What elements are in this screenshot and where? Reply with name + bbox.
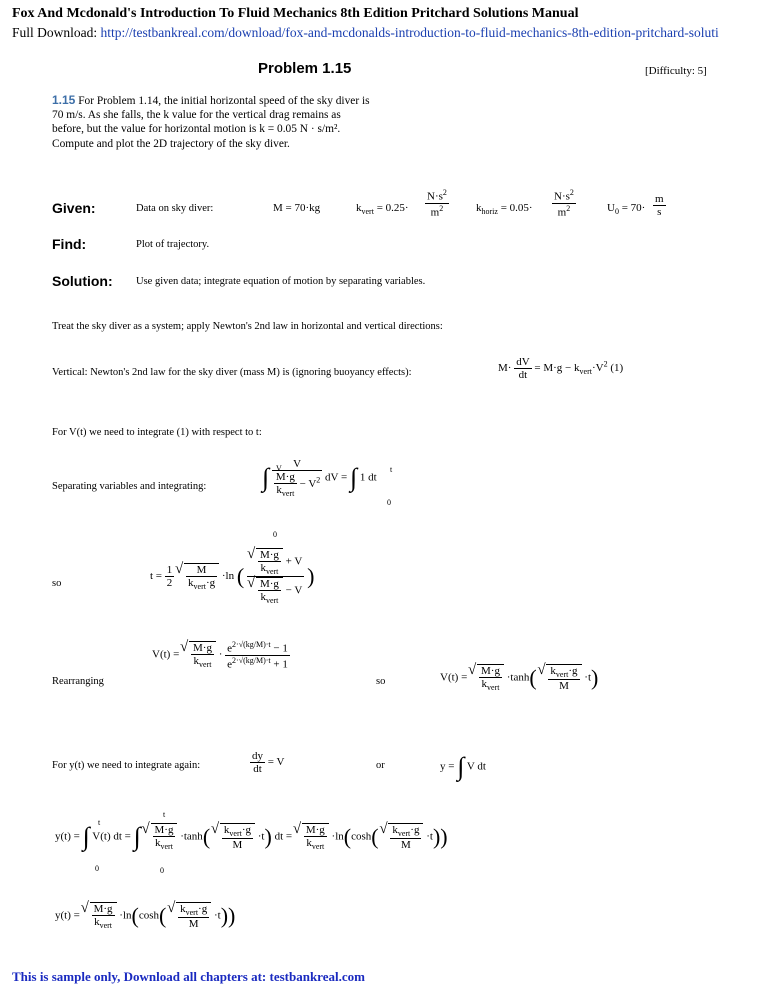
yint2-lower-0: 0 xyxy=(160,866,164,875)
integral-separation: ∫ V $\frac{M\cdot g}{k_{vert}}$ − $V^2$ dV = ∫ 1 dt xyxy=(262,458,377,499)
so-text-2: so xyxy=(376,676,386,687)
int-lower-0: 0 xyxy=(273,530,277,539)
solution-label: Solution: xyxy=(52,273,113,289)
yint2-upper-t: t xyxy=(163,810,166,819)
separating-text: Separating variables and integrating: xyxy=(52,481,207,492)
yt-final: y(t) = √ $\frac{M\cdot g}{k_{vert}}$ ·ln(cosh( √ $\frac{k_{vert}\cdot g}{M}$ ·t)) xyxy=(55,902,235,930)
khoriz-unit: $\frac{N\cdot s^2}{m^2}$ xyxy=(554,188,574,219)
vt-tanh-form: V(t) = √ $\frac{M\cdot g}{k_{vert}}$ ·tanh( √ $\frac{k_{vert}\cdot g}{M}$ ·t) xyxy=(440,664,598,692)
solution-text: Use given data; integrate equation of motion by separating variables. xyxy=(136,276,426,287)
download-link[interactable]: http://testbankreal.com/download/fox-and-mcdonalds-introduction-to-fluid-mechanics-8th-edition-pritchard-soluti xyxy=(100,25,719,40)
rearranging-text: Rearranging xyxy=(52,676,104,687)
download-line xyxy=(12,25,719,41)
int-upper-V: V xyxy=(276,464,282,473)
vt-exp-form: V(t) = √ $\frac{M\cdot g}{k_{vert}}$ · $\frac{e^{2\cdot√(kg/M)\cdot t} - 1}{e^{2\cdot√(kg/M)\cdot t} + 1}$ xyxy=(152,640,290,670)
or-text: or xyxy=(376,760,385,771)
dy-dt-eq: $\frac{dy}{dt}$ = V xyxy=(252,750,285,775)
vt-intro: For V(t) we need to integrate (1) with respect to t: xyxy=(52,427,262,438)
document-title: Fox And Mcdonald's Introduction To Fluid Mechanics 8th Edition Pritchard Solutions Manual xyxy=(12,6,579,21)
download-label: Full Download: xyxy=(12,25,98,40)
problem-text: For Problem 1.14, the initial horizontal speed of the sky diver is 70 m/s. As she falls, the k value for the vertical drag remains as before, but the value for horizontal motion is k = 0.05 N · s/m². Compute and plot the 2D trajectory of the sky diver. xyxy=(52,95,370,150)
y-integral: y = ∫ V dt xyxy=(440,752,486,781)
given-kvert: $k_{vert} = 0.25\cdot$ xyxy=(356,202,409,217)
find-label: Find: xyxy=(52,236,87,252)
so-text: so xyxy=(52,578,62,589)
difficulty: [Difficulty: 5] xyxy=(645,65,707,77)
int-lower-0b: 0 xyxy=(387,498,391,507)
kvert-unit: $\frac{N\cdot s^2}{m^2}$ xyxy=(427,188,447,219)
given-label: Given: xyxy=(52,200,96,216)
problem-number: 1.15 xyxy=(52,93,76,107)
problem-title: Problem 1.15 xyxy=(258,60,352,77)
vertical-text: Vertical: Newton's 2nd law for the sky diver (mass M) is (ignoring buoyancy effects): xyxy=(52,367,412,378)
yint-lower-0: 0 xyxy=(95,864,99,873)
U0-unit: $\frac{m}{s}$ xyxy=(655,193,664,218)
yint-upper-t: t xyxy=(98,818,101,827)
footer-note[interactable]: This is sample only, Download all chapters at: testbankreal.com xyxy=(12,969,365,984)
given-text: Data on sky diver: xyxy=(136,203,214,214)
given-khoriz: $k_{horiz} = 0.05\cdot$ xyxy=(476,202,533,217)
int-upper-t: t xyxy=(390,465,393,474)
given-mass: M = 70·kg xyxy=(273,202,321,214)
given-U0: $U_0 = 70\cdot$ xyxy=(607,202,646,217)
problem-statement xyxy=(52,93,372,151)
t-solution: t = $\frac{1}{2}$ √ $\frac{M}{k_{vert}\cdot g}$ ·ln ( √ $\frac{M\cdot g}{k_{vert}}$ + V √ $\frac{M\cdot g}{k_{vert}}$ − V ) xyxy=(150,548,314,605)
find-text: Plot of trajectory. xyxy=(136,239,210,250)
yt-intro: For y(t) we need to integrate again: xyxy=(52,760,201,771)
treat-text: Treat the sky diver as a system; apply Newton's 2nd law in horizontal and vertical directions: xyxy=(52,321,443,332)
equation-1: M· $\frac{dV}{dt}$ = $M\cdot g - k_{vert}\cdot V^2$ (1) xyxy=(498,356,624,381)
yt-integral: y(t) = ∫ V(t) dt = ∫ √ $\frac{M\cdot g}{k_{vert}}$ ·tanh( √ $\frac{k_{vert}\cdot g}{M}$ ·t) dt = √ $\frac{M\cdot g}{k_{vert}}$ ·ln(cosh( √ $\frac{k_{vert}\cdot g}{M}$ ·t)) xyxy=(55,822,448,852)
